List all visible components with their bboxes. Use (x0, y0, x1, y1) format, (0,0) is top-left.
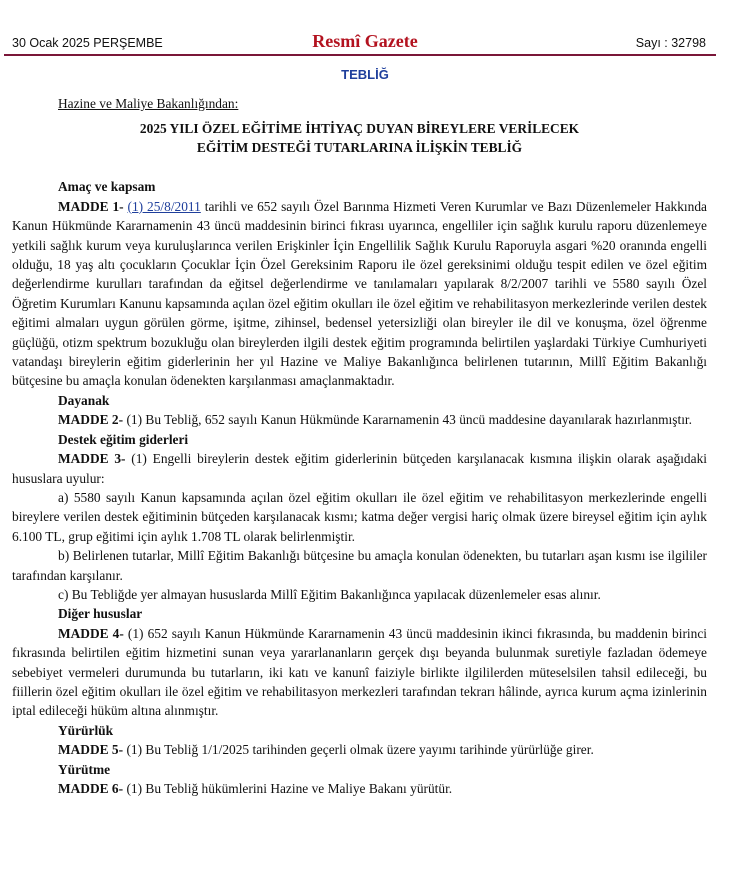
article-2-label: MADDE 2- (58, 412, 124, 428)
article-6-text: (1) Bu Tebliğ hükümlerini Hazine ve Maliye Bakanı yürütür. (126, 781, 453, 796)
article-4-text: (1) 652 sayılı Kanun Hükmünde Kararnamenin 43 üncü maddesinin ikinci fıkrasında, bu maddenin birinci fıkrasında belirtilen eğitim hizmetini sunan veya yararlananların gerçek dışı beyanda bulunmak suretiyle fazladan ödemeye sebebiyet vermeleri durumunda bu tutarların, iki katı ve kanunî faiziyle birlikte ilgililerden müteselsilen tahsil edileceği, bu fiillerin özel eğitim okulları ile özel eğitim ve rehabilitasyon merkezleri tarafından tekrarı hâlinde, ayrıca kurum açma izinlerinin iptal edileceği hüküm altına alınmıştır. (12, 625, 707, 719)
issue-number: Sayı : 32798 (635, 36, 706, 50)
article-4-label: MADDE 4- (58, 625, 124, 641)
document-title (12, 119, 707, 157)
gazette-title: Resmî Gazete (312, 31, 418, 51)
article-3-item-a: a) 5580 sayılı Kanun kapsamında açılan özel eğitim okulları ile özel eğitim ve rehabilitasyon merkezlerinde engelli bireylere verilen destek eğitiminin bütçeden karşılanacak kısmı; katma değer vergisi hariç olmak üzere bireysel eğitim için aylık 6.100 TL, grup eğitimi için aylık 1.708 TL olarak belirlenmiştir. (12, 489, 707, 544)
gazette-header (0, 0, 730, 56)
heading-basis: Dayanak (58, 392, 110, 408)
article-5-text: (1) Bu Tebliğ 1/1/2025 tarihinden geçerli olmak üzere yayımı tarihinde yürürlüğe girer. (126, 742, 594, 758)
article-1 (12, 197, 707, 391)
publication-date: 30 Ocak 2025 PERŞEMBE (12, 36, 163, 50)
article-3-label: MADDE 3- (58, 451, 126, 467)
heading-execution: Yürütme (58, 761, 111, 777)
document-body (12, 94, 707, 798)
article-5-label: MADDE 5- (58, 742, 124, 758)
heading-purpose-scope: Amaç ve kapsam (58, 179, 156, 195)
article-6-label: MADDE 6- (58, 781, 124, 796)
heading-effective-date: Yürürlük (58, 722, 114, 738)
article-1-label: MADDE 1- (58, 198, 124, 214)
article-1-text: tarihli ve 652 sayılı Özel Barınma Hizmeti Veren Kurumlar ve Bazı Düzenlemeler Hakkında Kanun Hükmünde Kararnamenin 43 üncü maddesinin birinci fıkrası uyarınca, engelliler için sağlık kurulu raporu düzenlemeye yetkili sağlık kurum veya kuruluşlarınca verilen Erişkinler İçin Engellilik Sağlık Kurulu Raporuyla asgari %20 oranında engelli olduğu, 18 yaş altı çocukların Çocuklar İçin Özel Gereksinim Raporu ile özel gereksinimi olduğu tespit edilen ve özel eğitim değerlendirme kurulları tarafından da eğitsel değerlendirme ve tanılamaları yapılarak 8/2/2007 tarihli ve 5580 sayılı Özel Öğretim Kurumları Kanunu kapsamında açılan özel eğitim okulları ile özel eğitim ve rehabilitasyon merkezlerinde verilen destek eğitimi almaları uygun görülen görme, işitme, zihinsel, bedensel yetersizliği olan bireyler ile dil ve konuşma, özel öğrenme güçlüğü, otizm spektrum bozukluğu olan bireylerden ilgili destek eğitim programında belirtilen yaşlardaki Türkiye Cumhuriyeti vatandaşı bireylerin eğitim giderlerinin her yıl Hazine ve Maliye Bakanlığınca belirlenen tutarının, Millî Eğitim Bakanlığı bütçesine bu amaçla konulan ödenekten karşılanması amaçlanmaktadır. (12, 198, 707, 389)
article-3-item-c: c) Bu Tebliğde yer almayan hususlarda Millî Eğitim Bakanlığınca yapılacak düzenlemeler esas alınır. (58, 586, 601, 602)
document-title-line-2: EĞİTİM DESTEĞİ TUTARLARINA İLİŞKİN TEBLİĞ (196, 140, 523, 156)
document-title-line-1: 2025 YILI ÖZEL EĞİTİME İHTİYAÇ DUYAN BİREYLERE VERİLECEK (139, 121, 580, 137)
article-2-text: (1) Bu Tebliğ, 652 sayılı Kanun Hükmünde Kararnamenin 43 üncü maddesine dayanılarak hazırlanmıştır. (126, 412, 692, 428)
article-3 (12, 449, 707, 488)
header-divider (4, 54, 716, 56)
issuing-ministry: Hazine ve Maliye Bakanlığından: (58, 96, 239, 111)
article-6 (12, 779, 707, 798)
heading-other-matters: Diğer hususlar (58, 606, 143, 622)
section-label: TEBLİĞ (341, 67, 389, 82)
article-4 (12, 624, 707, 721)
law-reference-link[interactable]: (1) 25/8/2011 (127, 198, 201, 214)
article-3-text: (1) Engelli bireylerin destek eğitim giderlerinin bütçeden karşılanacak kısmına ilişkin olarak aşağıdaki hususlara uyulur: (12, 451, 707, 486)
article-5 (12, 740, 707, 759)
article-2 (12, 410, 707, 429)
article-3-item-b: b) Belirlenen tutarlar, Millî Eğitim Bakanlığı bütçesine bu amaçla konulan ödenekten, bu tutarları aşan kısmı ise ilgililer tarafından karşılanır. (12, 548, 707, 583)
heading-support-education-costs: Destek eğitim giderleri (58, 431, 189, 447)
